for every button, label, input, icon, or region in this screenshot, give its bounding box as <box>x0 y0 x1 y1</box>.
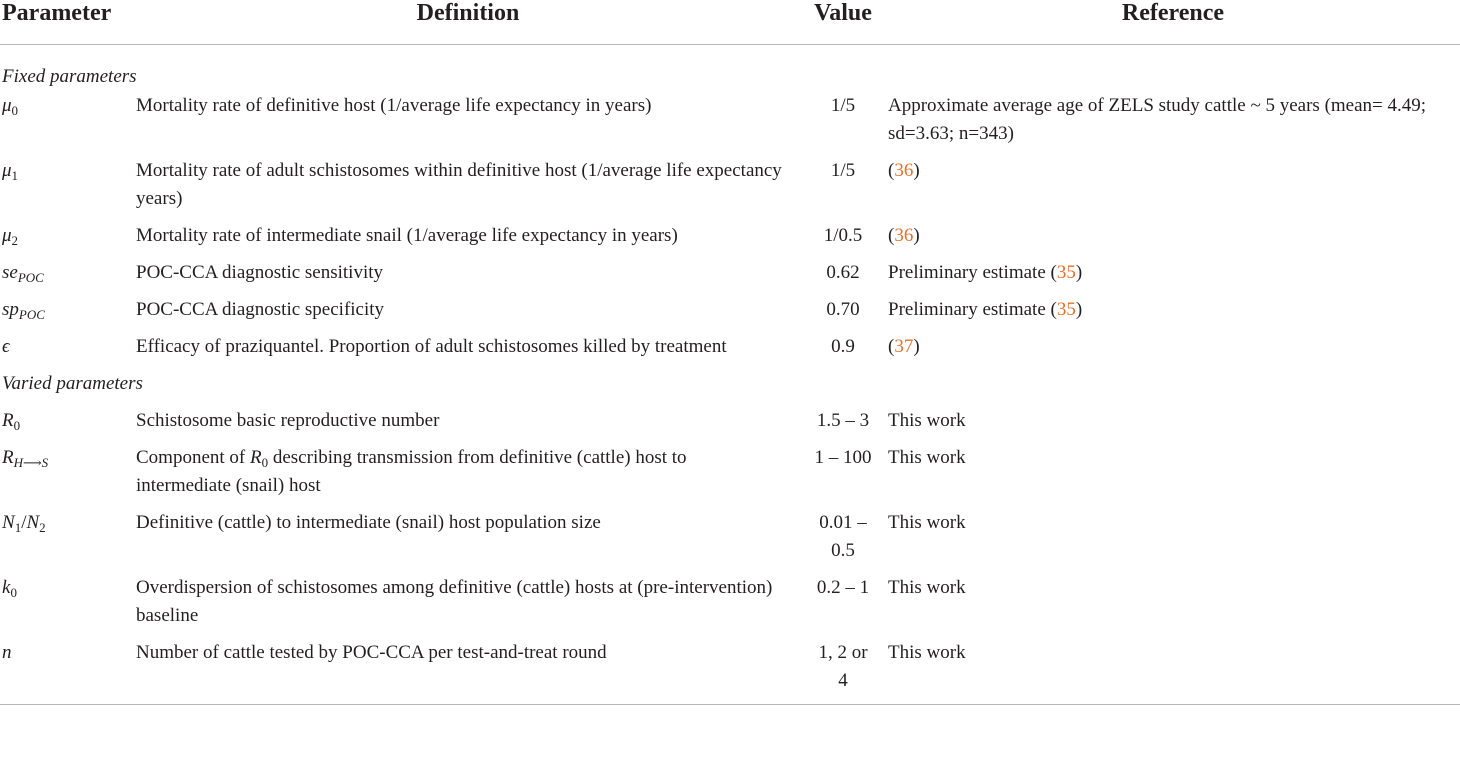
param-symbol: se <box>2 261 18 283</box>
param-subscript: 0 <box>10 584 17 600</box>
section-label-fixed: Fixed parameters <box>2 66 137 87</box>
value-cell: 0.62 <box>826 261 860 283</box>
value-cell: 1.5 – 3 <box>816 409 870 431</box>
definition-cell: Efficacy of praziquantel. Proportion of adult schistosomes killed by treatment <box>136 335 727 357</box>
reference-text: ( <box>888 335 895 357</box>
param-symbol: R <box>2 409 14 431</box>
table-row <box>0 157 1460 222</box>
param-cell <box>0 222 136 259</box>
reference-cell: This work <box>888 409 966 431</box>
param-symbol: R <box>2 446 14 468</box>
reference-cell: Approximate average age of ZELS study cattle ~ 5 years (mean= 4.49; sd=3.63; n=343) <box>888 94 1427 144</box>
section-label-varied: Varied parameters <box>2 372 143 394</box>
param-cell <box>0 92 136 157</box>
param-symbol: N <box>2 511 15 533</box>
section-row-fixed <box>0 45 1460 92</box>
reference-cell <box>886 222 1460 259</box>
definition-text: describing transmission from definitive (cattle) host to intermediate (snail) host <box>136 446 687 496</box>
param-subscript: 2 <box>39 519 46 535</box>
value-cell: 1/0.5 <box>823 224 863 246</box>
reference-text: ) <box>913 159 920 181</box>
param-symbol: k <box>2 576 11 598</box>
citation-link[interactable]: 35 <box>1056 261 1076 283</box>
reference-cell: This work <box>888 511 966 533</box>
param-subscript: POC <box>18 306 45 322</box>
param-subscript: 2 <box>11 232 19 248</box>
reference-text: Preliminary estimate ( <box>888 298 1057 320</box>
reference-text: ) <box>1075 298 1083 320</box>
table-row <box>0 92 1460 157</box>
param-subscript: H⟶S <box>13 454 49 470</box>
value-cell: 0.01 – 0.5 <box>819 511 867 561</box>
param-symbol: N <box>26 511 40 533</box>
value-cell: 1/5 <box>830 94 856 116</box>
param-symbol: μ <box>2 159 12 181</box>
inline-subscript: 0 <box>261 454 269 470</box>
value-cell: 0.2 – 1 <box>816 576 870 598</box>
reference-cell <box>886 333 1460 370</box>
definition-cell: POC-CCA diagnostic specificity <box>136 298 385 320</box>
param-subscript: 0 <box>11 102 19 118</box>
definition-text: Component of <box>136 446 250 468</box>
reference-cell <box>886 259 1460 296</box>
value-cell: 0.70 <box>826 298 860 320</box>
param-cell <box>0 333 136 370</box>
param-cell <box>0 509 136 574</box>
param-cell <box>0 296 136 333</box>
reference-text: ( <box>888 159 895 181</box>
table-bottom-rule <box>0 704 1460 705</box>
reference-cell: This work <box>888 446 966 468</box>
definition-cell: Number of cattle tested by POC-CCA per test-and-treat round <box>136 641 607 663</box>
reference-text: Preliminary estimate ( <box>888 261 1057 283</box>
reference-text: ) <box>1075 261 1083 283</box>
header-definition: Definition <box>136 0 800 45</box>
table-row <box>0 444 1460 509</box>
param-cell <box>0 157 136 222</box>
reference-cell <box>886 157 1460 222</box>
table-row <box>0 574 1460 639</box>
header-reference: Reference <box>886 0 1460 45</box>
citation-link[interactable]: 36 <box>894 159 914 181</box>
param-subscript: 0 <box>13 417 21 433</box>
definition-cell: Mortality rate of definitive host (1/average life expectancy in years) <box>136 94 652 116</box>
reference-cell <box>886 296 1460 333</box>
reference-text: ) <box>913 335 920 357</box>
header-parameter: Parameter <box>0 0 136 45</box>
table-row <box>0 639 1460 705</box>
param-symbol: n <box>2 641 12 663</box>
definition-cell: POC-CCA diagnostic sensitivity <box>136 261 384 283</box>
param-symbol: μ <box>2 94 12 116</box>
table-row <box>0 296 1460 333</box>
section-row-varied <box>0 370 1460 407</box>
param-cell <box>0 259 136 296</box>
param-subscript: 1 <box>14 519 22 535</box>
header-row <box>0 0 1460 45</box>
param-symbol: ϵ <box>2 335 10 357</box>
value-cell: 1/5 <box>830 159 856 181</box>
inline-symbol: R <box>250 446 262 468</box>
table-row <box>0 259 1460 296</box>
value-cell: 0.9 <box>831 335 855 357</box>
param-cell <box>0 444 136 509</box>
citation-link[interactable]: 37 <box>894 335 914 357</box>
definition-cell: Definitive (cattle) to intermediate (snail) host population size <box>136 511 601 533</box>
definition-cell: Mortality rate of intermediate snail (1/average life expectancy in years) <box>136 224 678 246</box>
table-row <box>0 222 1460 259</box>
definition-cell: Schistosome basic reproductive number <box>136 409 440 431</box>
definition-cell <box>136 444 800 509</box>
reference-cell: This work <box>888 641 966 663</box>
table-row <box>0 407 1460 444</box>
table-row <box>0 509 1460 574</box>
definition-cell: Mortality rate of adult schistosomes within definitive host (1/average life expectancy years) <box>136 159 782 209</box>
param-slash: / <box>21 511 27 533</box>
reference-text: ) <box>913 224 920 246</box>
header-value: Value <box>800 0 886 45</box>
param-cell <box>0 574 136 639</box>
table-row <box>0 333 1460 370</box>
definition-cell: Overdispersion of schistosomes among definitive (cattle) hosts at (pre-intervention) baseline <box>136 576 773 626</box>
citation-link[interactable]: 35 <box>1056 298 1076 320</box>
param-symbol: sp <box>2 298 19 320</box>
citation-link[interactable]: 36 <box>894 224 914 246</box>
param-cell <box>0 407 136 444</box>
bottom-rule <box>0 704 1460 705</box>
param-subscript: POC <box>17 269 44 285</box>
param-subscript: 1 <box>11 167 19 183</box>
reference-cell: This work <box>888 576 966 598</box>
value-cell: 1 – 100 <box>814 446 872 468</box>
param-cell <box>0 639 136 705</box>
value-cell: 1, 2 or 4 <box>818 641 868 691</box>
reference-text: ( <box>888 224 895 246</box>
param-symbol: μ <box>2 224 12 246</box>
